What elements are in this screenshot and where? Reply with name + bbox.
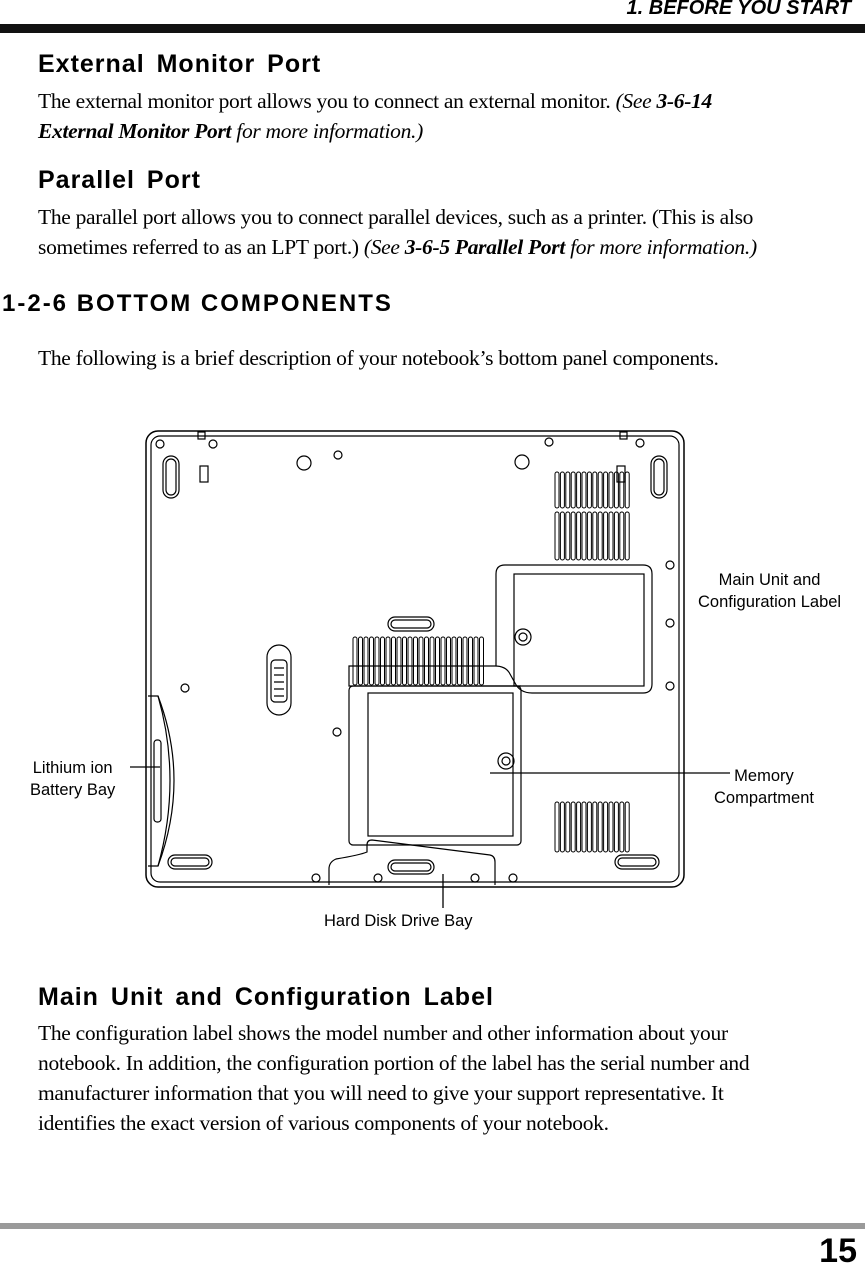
vent-slot	[593, 472, 597, 508]
vent-slot	[403, 637, 407, 685]
vent-slot	[392, 637, 396, 685]
rubber-foot	[391, 620, 431, 628]
vent-slot	[353, 637, 357, 685]
screw-hole	[333, 728, 341, 736]
rubber-foot	[391, 863, 431, 871]
compartment-screw	[515, 629, 531, 645]
vent-slot	[381, 637, 385, 685]
vent-slot	[469, 637, 473, 685]
vent-slot	[386, 637, 390, 685]
battery-release	[154, 740, 161, 822]
vent-slot	[474, 637, 478, 685]
vent-slot	[370, 637, 374, 685]
chassis-inner-outline	[151, 436, 679, 882]
vent-slot	[560, 802, 564, 852]
vent-slot	[625, 472, 629, 508]
screw-hole	[636, 439, 644, 447]
screw-hole	[334, 451, 342, 459]
vent-slot	[571, 512, 575, 560]
monitor-ref-open: (See	[615, 89, 657, 113]
vent-slot	[436, 637, 440, 685]
vent-slot	[560, 512, 564, 560]
monitor-ref-close: for more information.)	[231, 119, 423, 143]
vent-slot	[577, 472, 581, 508]
vent-slot	[555, 472, 559, 508]
parallel-ref-open: (See	[363, 235, 405, 259]
parallel-port-heading: Parallel Port	[38, 166, 201, 194]
memory-callout-line2: Compartment	[714, 789, 814, 807]
screw-hole	[666, 619, 674, 627]
parallel-ref: 3-6-5 Parallel Port	[404, 235, 566, 259]
vent-slot	[555, 512, 559, 560]
foot-round	[297, 456, 311, 470]
rubber-foot	[615, 855, 659, 869]
vent-slot	[582, 472, 586, 508]
rubber-foot	[388, 860, 434, 874]
battery-callout-line2: Battery Bay	[30, 781, 116, 799]
screw-hole	[374, 874, 382, 882]
rubber-foot	[388, 617, 434, 631]
vent-slot	[625, 802, 629, 852]
parallel-ref-close: for more information.)	[565, 235, 757, 259]
config-label-text-line3: manufacturer information that you will need to give your support representative. It	[38, 1081, 724, 1105]
config-label-callout-line1: Main Unit and	[718, 571, 821, 589]
vent-slot	[408, 637, 412, 685]
config-label-callout-line2: Configuration Label	[698, 593, 842, 611]
vent-slot	[598, 802, 602, 852]
parallel-text-line2: sometimes referred to as an LPT port.)	[38, 235, 364, 259]
rubber-foot	[654, 459, 664, 495]
vent-slot	[425, 637, 429, 685]
vent-slot	[582, 802, 586, 852]
screw-hole	[666, 561, 674, 569]
page-number: 15	[819, 1232, 857, 1270]
vent-slot	[566, 472, 570, 508]
battery-callout-line1: Lithium ion	[32, 759, 113, 777]
vent-slot	[447, 637, 451, 685]
vent-slot	[625, 512, 629, 560]
vent-slot	[614, 512, 618, 560]
monitor-text: The external monitor port allows you to connect an external monitor.	[38, 89, 616, 113]
vent-slot	[620, 472, 624, 508]
config-label-paragraph	[38, 1018, 858, 1138]
vent-slot	[587, 512, 591, 560]
vent-slot	[480, 637, 484, 685]
vent-slot	[604, 802, 608, 852]
memory-callout	[714, 765, 814, 809]
monitor-ref-number: 3-6-14	[656, 89, 712, 113]
vent-slot	[593, 512, 597, 560]
screw-hole	[312, 874, 320, 882]
vent-slot	[609, 802, 613, 852]
rubber-foot	[168, 855, 212, 869]
parallel-text-line1: The parallel port allows you to connect parallel devices, such as a printer. (This is also	[38, 205, 754, 229]
vent-slot	[604, 512, 608, 560]
bottom-components-heading: 1-2-6 BOTTOM COMPONENTS	[2, 290, 393, 317]
screw-hole	[209, 440, 217, 448]
vent-slot	[582, 512, 586, 560]
vent-slot	[458, 637, 462, 685]
vent-slot	[571, 472, 575, 508]
vent-slot	[609, 512, 613, 560]
config-label-callout	[698, 569, 841, 613]
vent-slot	[566, 512, 570, 560]
vent-slot	[463, 637, 467, 685]
vent-slot	[375, 637, 379, 685]
vent-slot	[414, 637, 418, 685]
vent-slot	[593, 802, 597, 852]
vent-slot	[397, 637, 401, 685]
vent-slot	[614, 802, 618, 852]
vent-slot	[620, 512, 624, 560]
vent-slot	[359, 637, 363, 685]
rubber-foot	[618, 858, 656, 866]
config-label-text-line2: notebook. In addition, the configuration portion of the label has the serial number and	[38, 1051, 750, 1075]
battery-callout	[30, 757, 115, 801]
vent-slot	[566, 802, 570, 852]
vent-slot	[587, 472, 591, 508]
config-label	[514, 574, 644, 686]
memory-compartment	[349, 686, 521, 845]
screw-hole	[509, 874, 517, 882]
monitor-ref-title: External Monitor Port	[38, 119, 232, 143]
vent-slot	[587, 802, 591, 852]
screw-hole	[156, 440, 164, 448]
vent-slot	[598, 472, 602, 508]
vent-slot	[571, 802, 575, 852]
rubber-foot	[171, 858, 209, 866]
screw-hole	[666, 682, 674, 690]
vent-slot	[598, 512, 602, 560]
rubber-foot	[166, 459, 176, 495]
vent-slot	[604, 472, 608, 508]
vent-slot	[609, 472, 613, 508]
vent-slot	[364, 637, 368, 685]
foot-round	[515, 455, 529, 469]
vent-grilles	[353, 472, 629, 852]
config-label-text-line4: identifies the exact version of various components of your notebook.	[38, 1111, 609, 1135]
vent-slot	[441, 637, 445, 685]
config-label-heading: Main Unit and Configuration Label	[38, 983, 494, 1011]
chapter-header: 1. BEFORE YOU START	[626, 0, 851, 19]
vent-slot	[577, 802, 581, 852]
hdd-callout: Hard Disk Drive Bay	[324, 912, 473, 930]
vent-slot	[555, 802, 559, 852]
config-label-compartment	[349, 565, 652, 693]
memory-callout-line1: Memory	[734, 767, 794, 785]
config-label-text-line1: The configuration label shows the model number and other information about your	[38, 1021, 728, 1045]
footer-rule	[0, 1223, 865, 1229]
bottom-components-intro: The following is a brief description of your notebook’s bottom panel components.	[38, 346, 719, 370]
vent-slot	[560, 472, 564, 508]
compartment-screw	[498, 753, 514, 769]
screw-hole	[471, 874, 479, 882]
latch	[200, 466, 208, 482]
vent-slot	[452, 637, 456, 685]
memory-compartment-cover	[368, 693, 513, 836]
vent-slot	[577, 512, 581, 560]
external-monitor-port-heading: External Monitor Port	[38, 50, 322, 78]
vent-slot	[430, 637, 434, 685]
vent-slot	[419, 637, 423, 685]
screw-hole	[545, 438, 553, 446]
vent-slot	[620, 802, 624, 852]
screw-hole	[181, 684, 189, 692]
